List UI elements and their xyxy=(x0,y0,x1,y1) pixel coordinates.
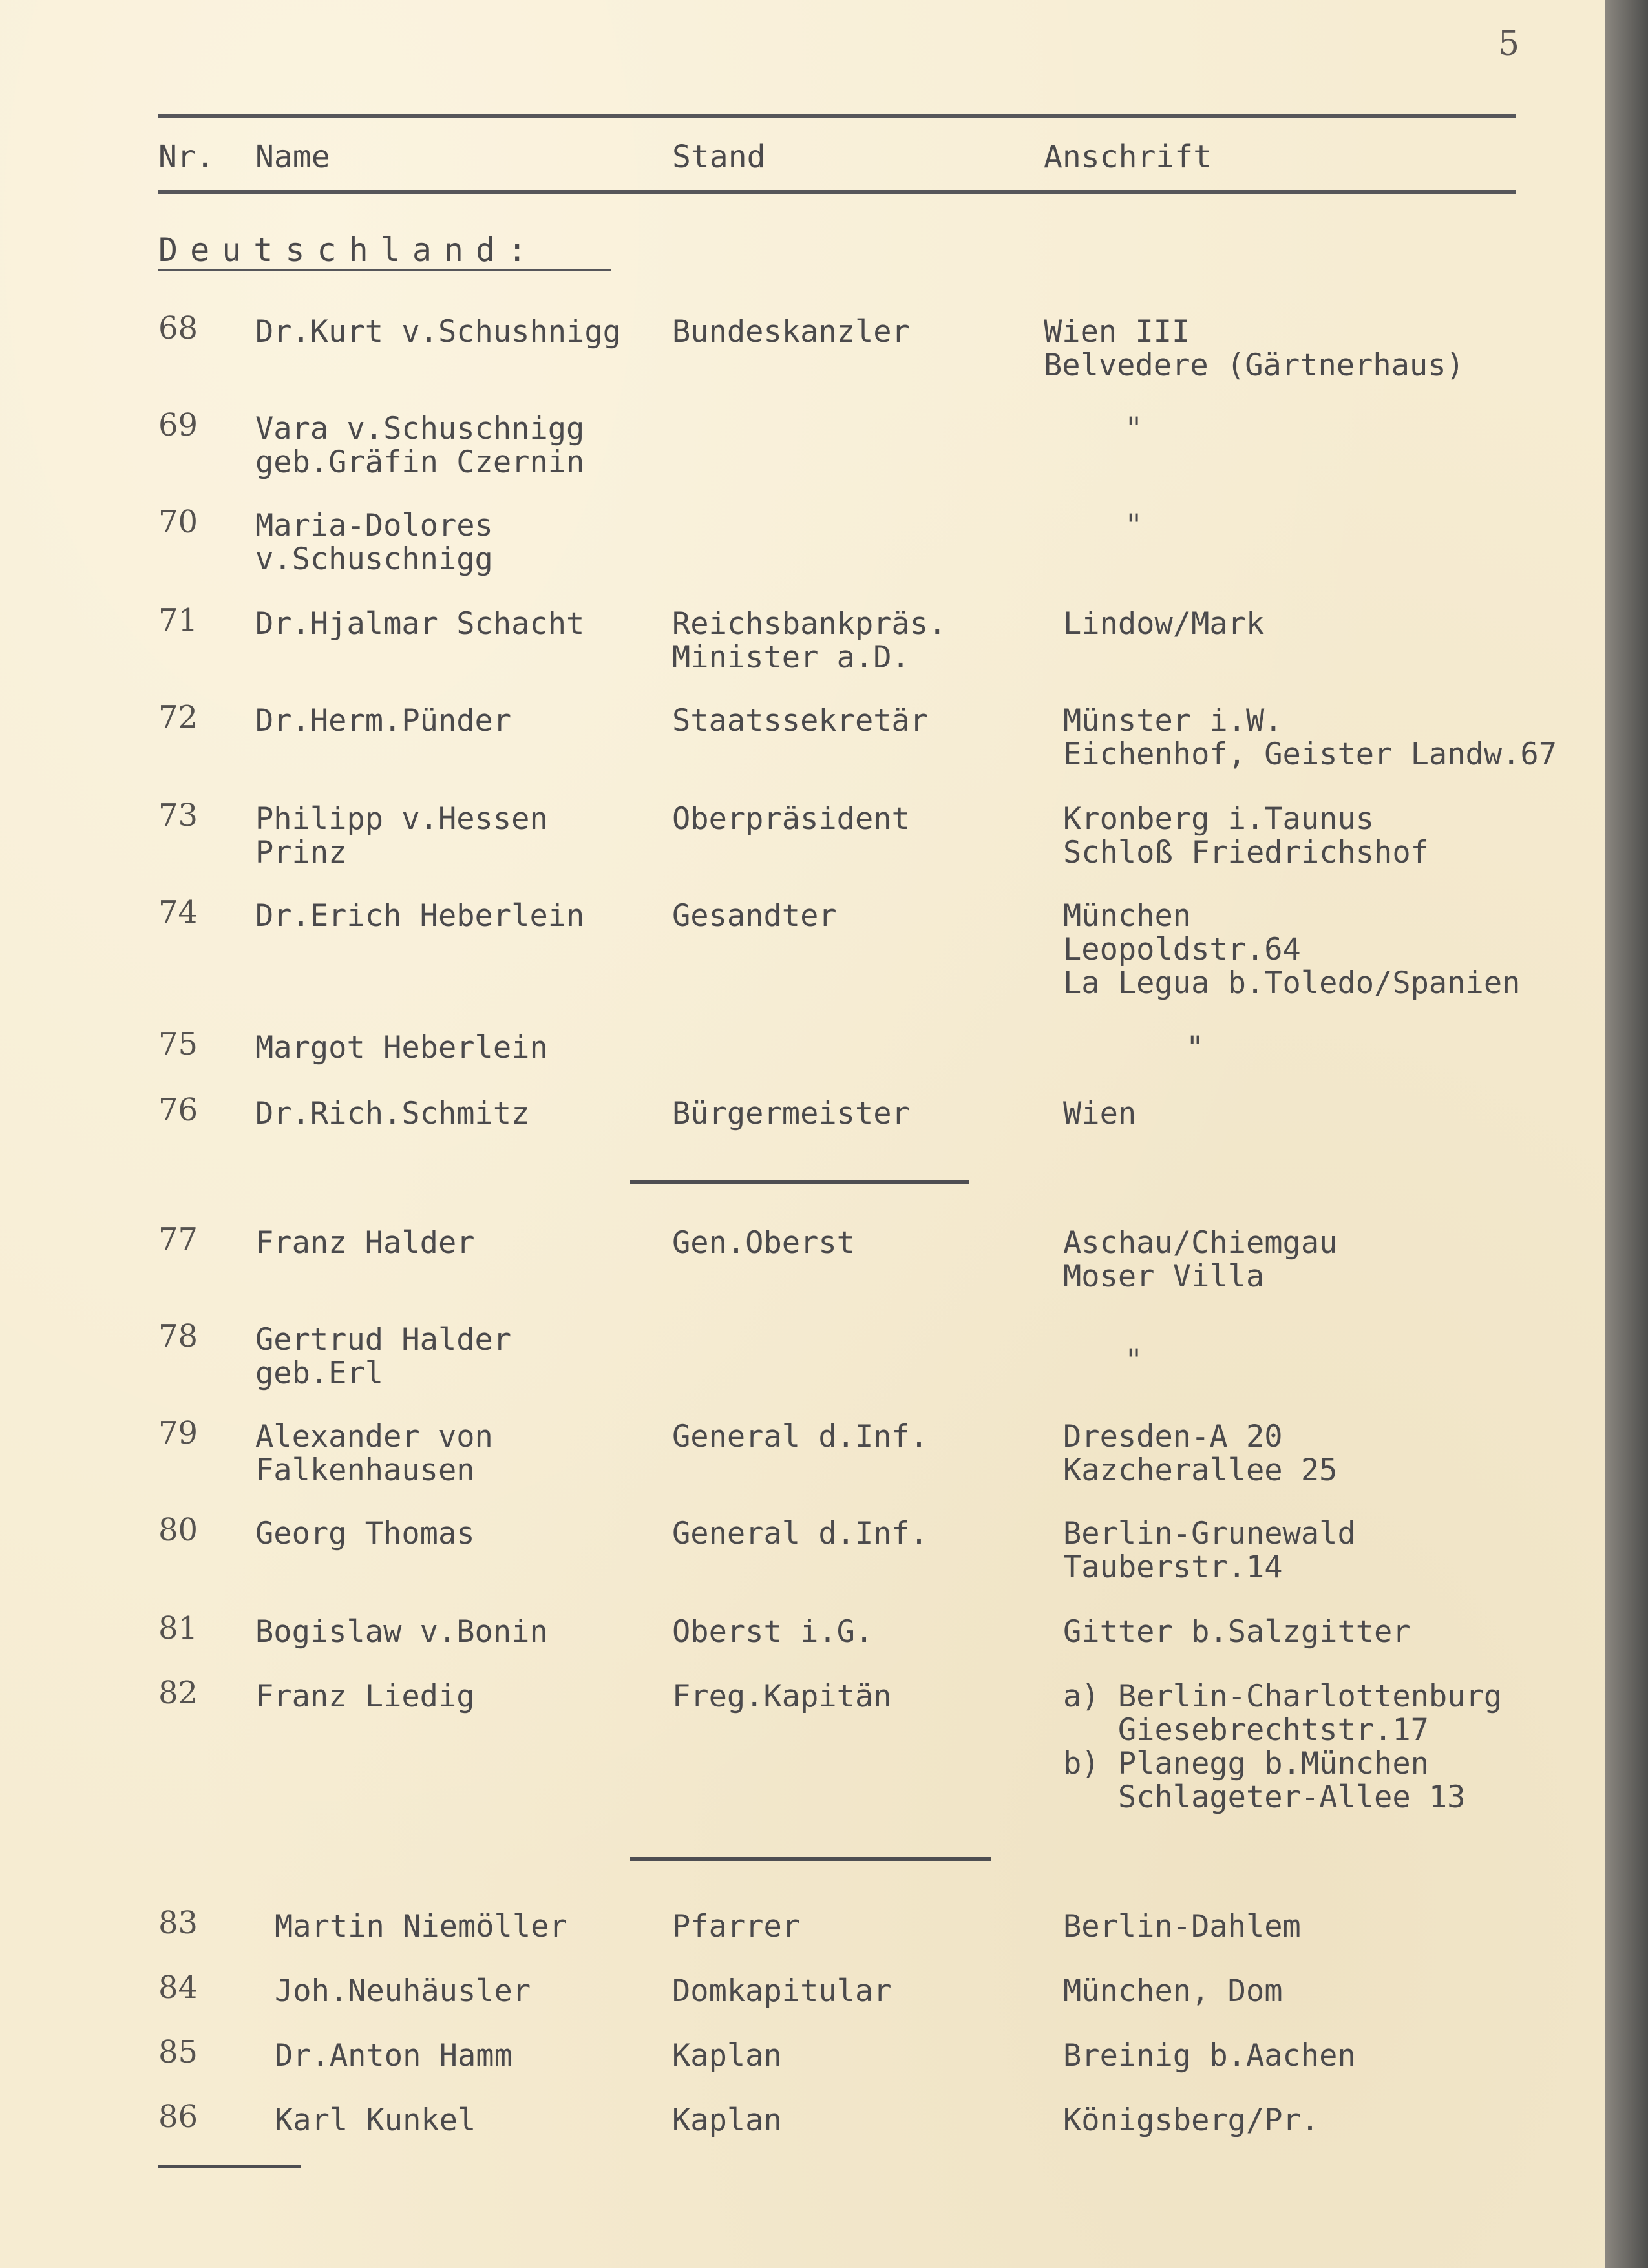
header-rule-bottom xyxy=(158,190,1516,194)
row-71-anschrift: Lindow/Mark xyxy=(1063,606,1265,642)
row-72-stand: Staatssekretär xyxy=(672,703,929,739)
row-83-nr: 83 xyxy=(158,1905,198,1941)
row-80-stand: General d.Inf. xyxy=(672,1516,929,1551)
row-71-name: Dr.Hjalmar Schacht xyxy=(255,606,585,642)
row-85-nr: 85 xyxy=(158,2034,198,2070)
row-68-name: Dr.Kurt v.Schushnigg xyxy=(255,314,621,350)
row-78-name: Gertrud Halder geb.Erl xyxy=(255,1322,512,1391)
row-81-name: Bogislaw v.Bonin xyxy=(255,1614,548,1650)
row-79-nr: 79 xyxy=(158,1415,198,1451)
row-73-stand: Oberpräsident xyxy=(672,801,910,837)
row-82-stand: Freg.Kapitän xyxy=(672,1679,892,1714)
section-underline xyxy=(158,269,611,271)
row-73-nr: 73 xyxy=(158,797,198,834)
header-stand: Stand xyxy=(672,139,766,175)
row-75-name: Margot Heberlein xyxy=(255,1030,548,1066)
row-72-nr: 72 xyxy=(158,699,198,735)
row-70-name: Maria-Dolores v.Schuschnigg xyxy=(255,508,493,577)
row-80-nr: 80 xyxy=(158,1512,198,1548)
row-80-name: Georg Thomas xyxy=(255,1516,475,1551)
row-86-stand: Kaplan xyxy=(672,2103,782,2138)
row-77-stand: Gen.Oberst xyxy=(672,1225,855,1261)
row-68-nr: 68 xyxy=(158,310,198,346)
row-82-nr: 82 xyxy=(158,1675,198,1711)
row-76-anschrift: Wien xyxy=(1063,1096,1137,1131)
row-77-anschrift: Aschau/Chiemgau Moser Villa xyxy=(1063,1225,1338,1294)
row-82-name: Franz Liedig xyxy=(255,1679,475,1714)
row-79-anschrift: Dresden-A 20 Kazcherallee 25 xyxy=(1063,1419,1338,1488)
row-73-anschrift: Kronberg i.Taunus Schloß Friedrichshof xyxy=(1063,801,1429,870)
row-79-name: Alexander von Falkenhausen xyxy=(255,1419,493,1488)
row-76-stand: Bürgermeister xyxy=(672,1096,910,1131)
row-74-anschrift: München Leopoldstr.64 La Legua b.Toledo/Spanien xyxy=(1063,898,1521,1001)
row-71-nr: 71 xyxy=(158,602,198,638)
row-85-anschrift: Breinig b.Aachen xyxy=(1063,2038,1356,2074)
end-rule xyxy=(158,2165,301,2168)
row-70-anschrift: " xyxy=(1125,508,1143,543)
header-anschrift: Anschrift xyxy=(1044,139,1212,175)
page-number: 5 xyxy=(1498,25,1520,63)
row-84-anschrift: München, Dom xyxy=(1063,1973,1283,2009)
row-76-name: Dr.Rich.Schmitz xyxy=(255,1096,530,1131)
row-68-anschrift: Wien III Belvedere (Gärtnerhaus) xyxy=(1044,314,1464,383)
row-73-name: Philipp v.Hessen Prinz xyxy=(255,801,548,870)
row-81-anschrift: Gitter b.Salzgitter xyxy=(1063,1614,1411,1650)
row-68-stand: Bundeskanzler xyxy=(672,314,910,350)
row-69-anschrift: " xyxy=(1125,411,1143,446)
row-74-name: Dr.Erich Heberlein xyxy=(255,898,585,934)
row-81-stand: Oberst i.G. xyxy=(672,1614,874,1650)
row-77-name: Franz Halder xyxy=(255,1225,475,1261)
row-74-stand: Gesandter xyxy=(672,898,837,934)
row-85-name: Dr.Anton Hamm xyxy=(275,2038,512,2074)
row-71-stand: Reichsbankpräs. Minister a.D. xyxy=(672,606,947,675)
row-75-anschrift: " xyxy=(1186,1030,1205,1066)
row-83-anschrift: Berlin-Dahlem xyxy=(1063,1909,1301,1944)
row-74-nr: 74 xyxy=(158,894,198,930)
header-rule-top xyxy=(158,114,1516,118)
row-84-nr: 84 xyxy=(158,1969,198,2006)
section-title: Deutschland: xyxy=(158,231,540,269)
row-78-nr: 78 xyxy=(158,1318,198,1354)
header-nr: Nr. xyxy=(158,139,215,175)
section-separator xyxy=(630,1857,991,1861)
scan-border xyxy=(1605,0,1648,2268)
row-83-stand: Pfarrer xyxy=(672,1909,801,1944)
row-84-stand: Domkapitular xyxy=(672,1973,892,2009)
row-84-name: Joh.Neuhäusler xyxy=(275,1973,531,2009)
row-86-name: Karl Kunkel xyxy=(275,2103,476,2138)
row-79-stand: General d.Inf. xyxy=(672,1419,929,1454)
row-81-nr: 81 xyxy=(158,1610,198,1646)
row-86-nr: 86 xyxy=(158,2099,198,2135)
row-75-nr: 75 xyxy=(158,1026,198,1062)
row-76-nr: 76 xyxy=(158,1092,198,1128)
row-82-anschrift: a) Berlin-Charlottenburg Giesebrechtstr.17 b) Planegg b.München Schlageter-Allee 13 xyxy=(1063,1679,1503,1815)
row-72-anschrift: Münster i.W. Eichenhof, Geister Landw.67 xyxy=(1063,703,1558,772)
row-83-name: Martin Niemöller xyxy=(275,1909,567,1944)
row-85-stand: Kaplan xyxy=(672,2038,782,2074)
header-name: Name xyxy=(255,139,330,175)
row-69-nr: 69 xyxy=(158,407,198,443)
row-80-anschrift: Berlin-Grunewald Tauberstr.14 xyxy=(1063,1516,1356,1585)
row-78-anschrift: " xyxy=(1125,1343,1143,1378)
section-separator xyxy=(630,1180,969,1184)
row-70-nr: 70 xyxy=(158,504,198,540)
row-77-nr: 77 xyxy=(158,1221,198,1257)
row-86-anschrift: Königsberg/Pr. xyxy=(1063,2103,1320,2138)
row-69-name: Vara v.Schuschnigg geb.Gräfin Czernin xyxy=(255,411,585,480)
row-72-name: Dr.Herm.Pünder xyxy=(255,703,512,739)
